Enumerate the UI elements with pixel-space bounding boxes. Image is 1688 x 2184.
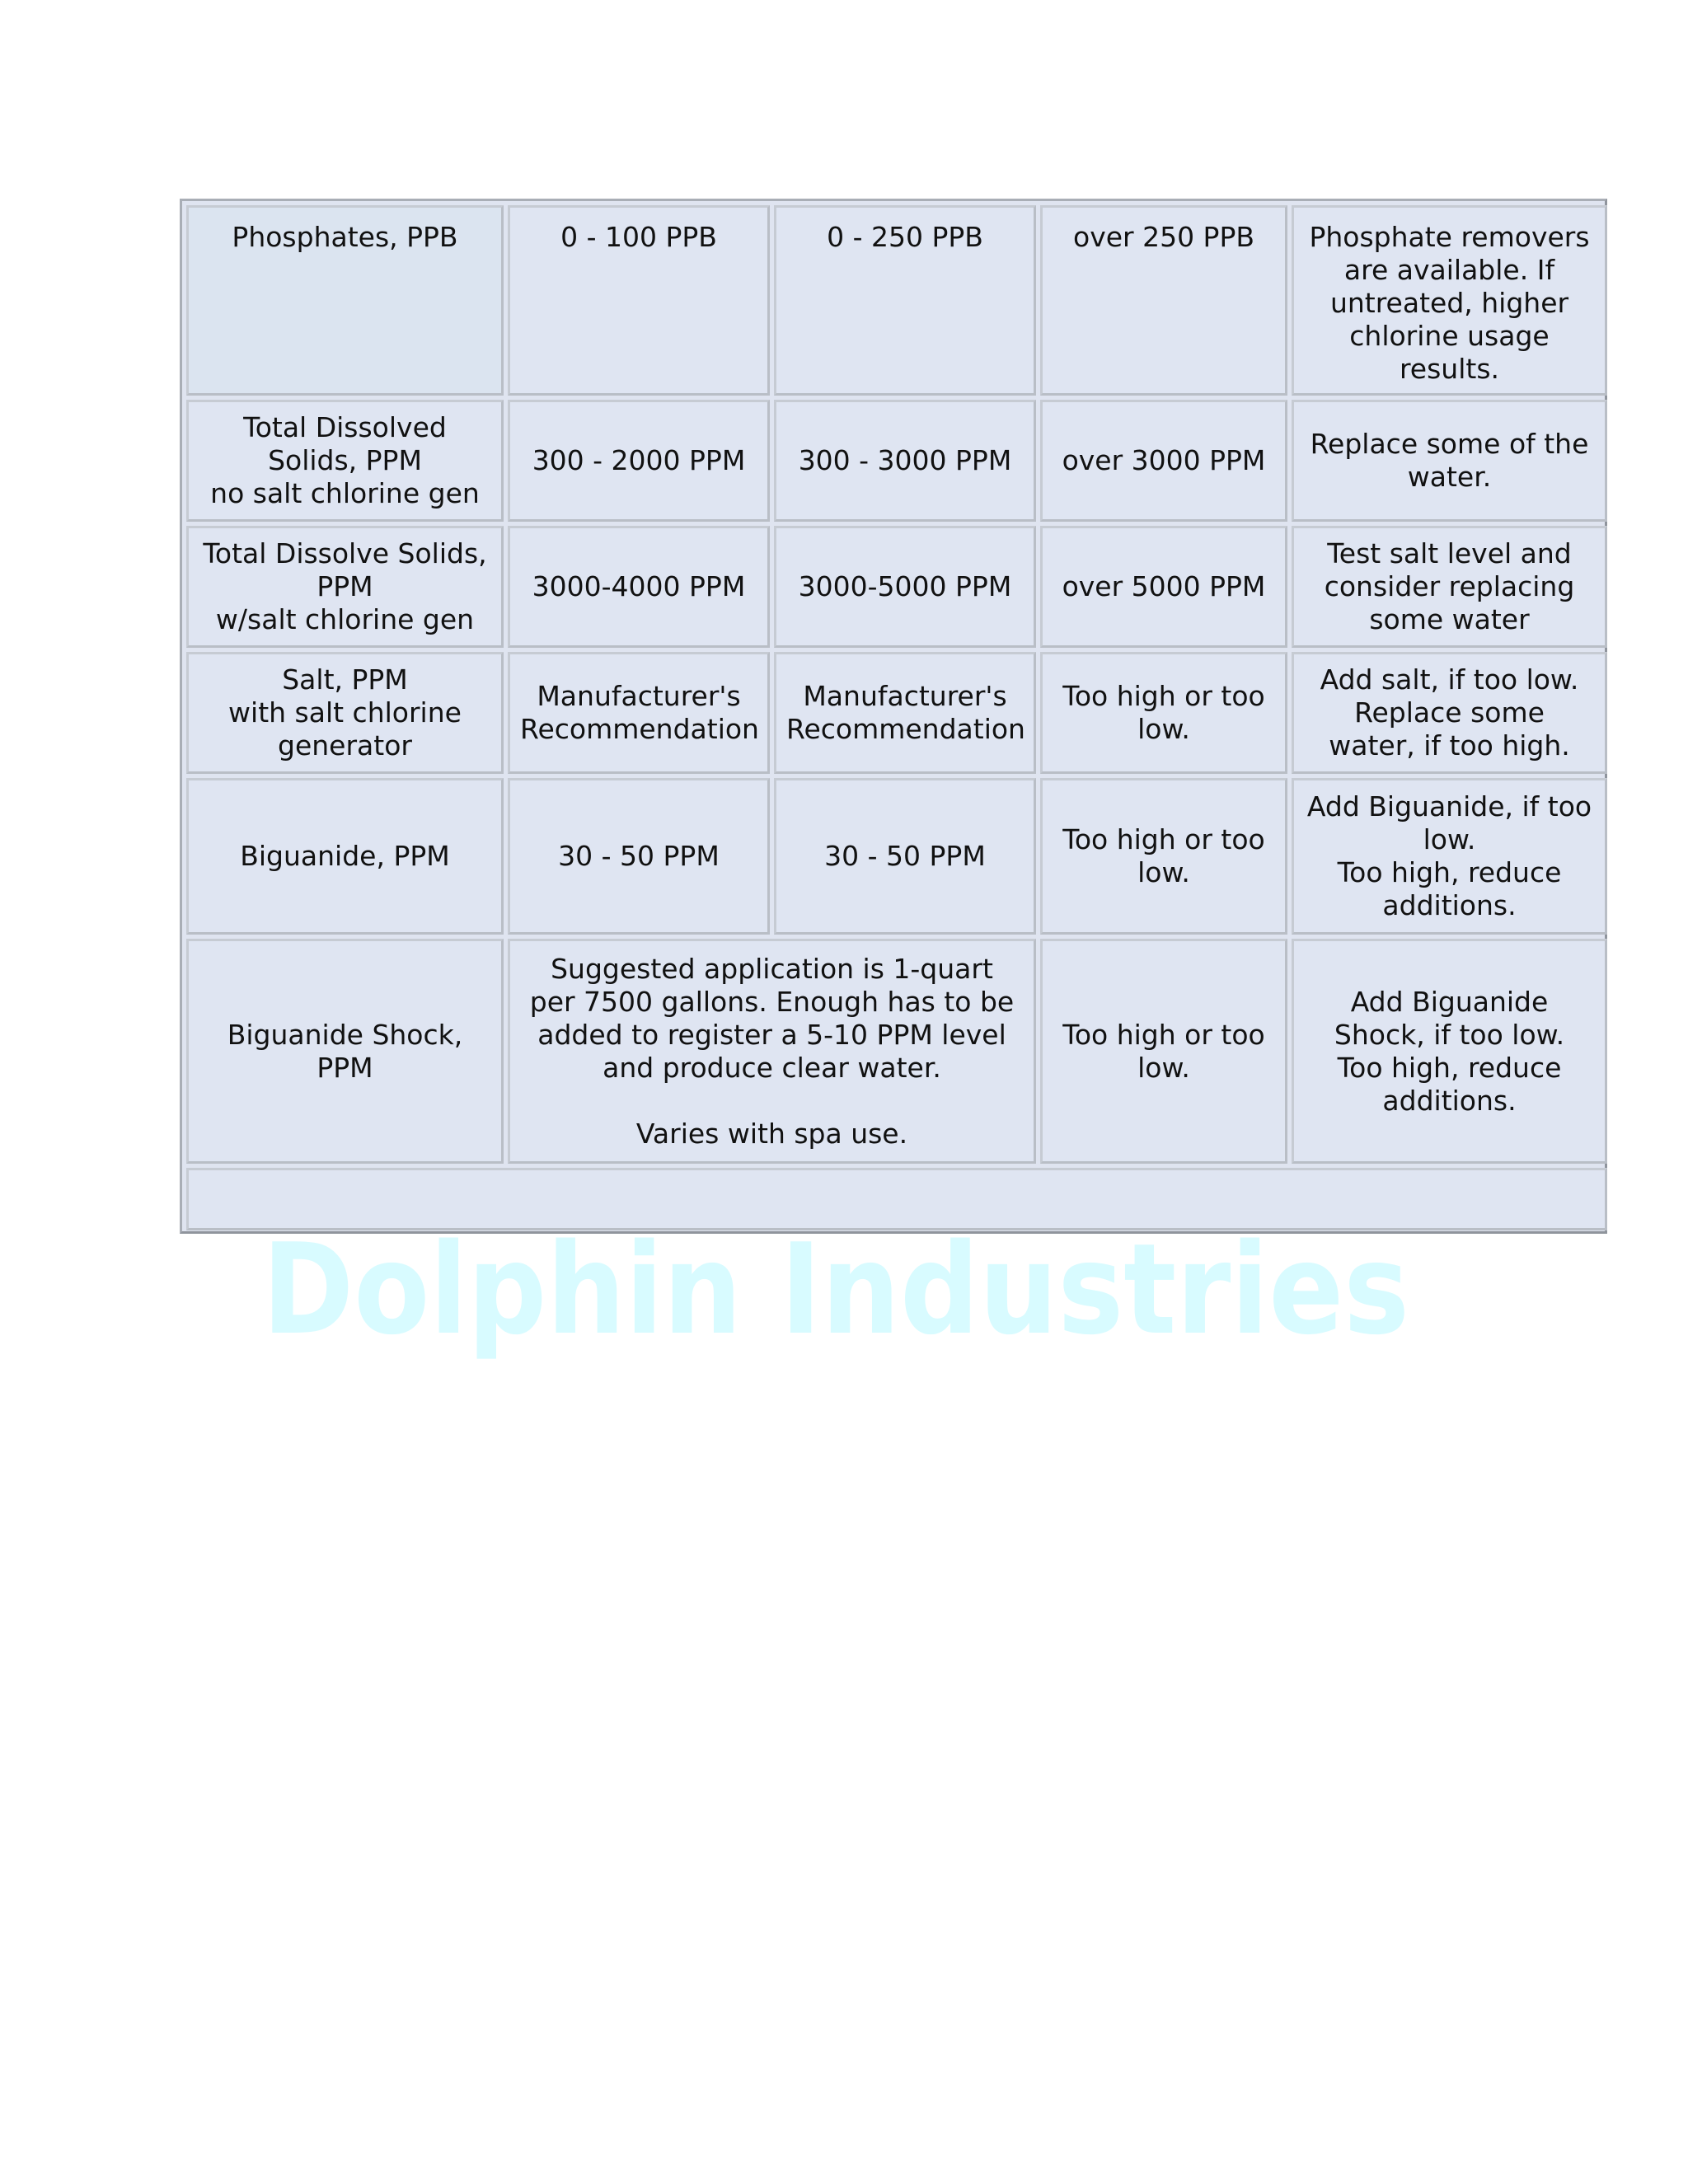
parameter-cell: Phosphates, PPB [186, 205, 504, 396]
acceptable-range-cell: 0 - 250 PPB [774, 205, 1036, 396]
ideal-range-cell: Manufacturer's Recommendation [508, 652, 770, 774]
water-chemistry-table [180, 199, 1607, 1234]
ideal-range-cell: 30 - 50 PPM [508, 778, 770, 935]
action-cell: Test salt level and consider replacing some water [1292, 526, 1607, 648]
acceptable-range-cell: 3000-5000 PPM [774, 526, 1036, 648]
empty-cell [186, 1168, 1607, 1230]
parameter-cell: Biguanide, PPM [186, 778, 504, 935]
table-row [186, 652, 1607, 774]
problem-cell: Too high or too low. [1040, 652, 1287, 774]
problem-cell: over 250 PPB [1040, 205, 1287, 396]
application-note: Varies with spa use. [635, 1117, 908, 1150]
table-row [186, 939, 1607, 1164]
parameter-cell: Total Dissolved Solids, PPM no salt chlorine gen [186, 400, 504, 522]
table-row [186, 400, 1607, 522]
table-row [186, 778, 1607, 935]
ideal-range-cell: 3000-4000 PPM [508, 526, 770, 648]
problem-cell: over 3000 PPM [1040, 400, 1287, 522]
chemistry-grid [182, 201, 1611, 1235]
action-cell: Add Biguanide, if too low. Too high, reduce additions. [1292, 778, 1607, 935]
table-row [186, 205, 1607, 396]
watermark-text: Dolphin Industries [262, 1224, 1409, 1362]
empty-footer-row [186, 1168, 1607, 1230]
table-row [186, 526, 1607, 648]
ideal-range-cell: 0 - 100 PPB [508, 205, 770, 396]
action-cell: Add salt, if too low. Replace some water, if too high. [1292, 652, 1607, 774]
problem-cell: Too high or too low. [1040, 778, 1287, 935]
action-cell: Replace some of the water. [1292, 400, 1607, 522]
acceptable-range-cell: 300 - 3000 PPM [774, 400, 1036, 522]
acceptable-range-cell: Manufacturer's Recommendation [774, 652, 1036, 774]
parameter-cell: Biguanide Shock, PPM [186, 939, 504, 1164]
application-note-cell [508, 939, 1036, 1164]
parameter-cell: Salt, PPM with salt chlorine generator [186, 652, 504, 774]
action-cell: Phosphate removers are available. If untreated, higher chlorine usage results. [1292, 205, 1607, 396]
acceptable-range-cell: 30 - 50 PPM [774, 778, 1036, 935]
application-text: Suggested application is 1-quart per 7500 gallons. Enough has to be added to register a 5-10 PPM level and produce clear water. [529, 952, 1015, 1084]
problem-cell: Too high or too low. [1040, 939, 1287, 1164]
action-cell: Add Biguanide Shock, if too low. Too high, reduce additions. [1292, 939, 1607, 1164]
dolphin-industries-watermark [0, 1224, 1688, 1364]
paragraph-gap [520, 1085, 1024, 1118]
parameter-cell: Total Dissolve Solids, PPM w/salt chlorine gen [186, 526, 504, 648]
ideal-range-cell: 300 - 2000 PPM [508, 400, 770, 522]
problem-cell: over 5000 PPM [1040, 526, 1287, 648]
